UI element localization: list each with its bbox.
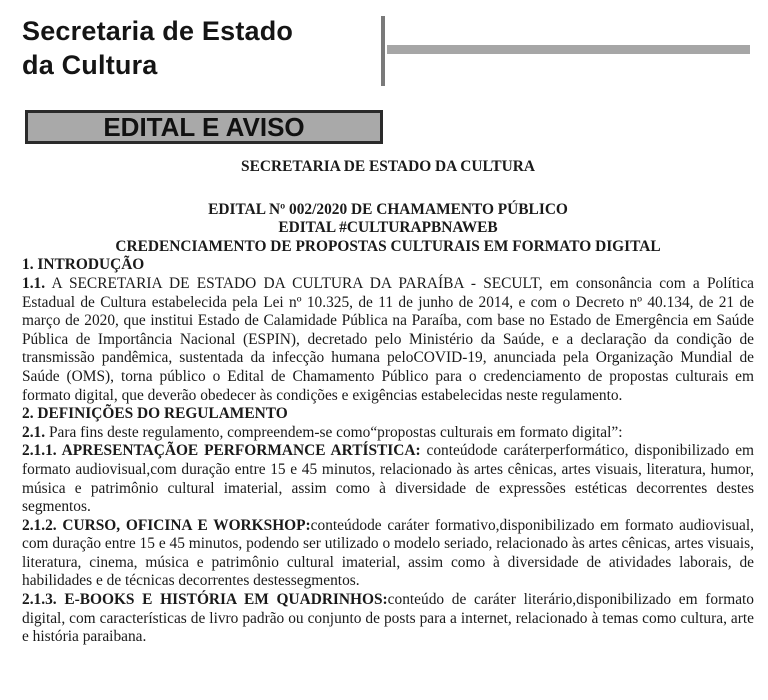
paragraph-2-1 bbox=[22, 424, 754, 443]
header-horizontal-bar bbox=[387, 45, 750, 54]
section-banner-label: EDITAL E AVISO bbox=[103, 112, 305, 142]
document-heading-hashtag: EDITAL #CULTURAPBNAWEB bbox=[278, 219, 498, 237]
section-banner bbox=[25, 110, 383, 144]
document-heading-edital: EDITAL Nº 002/2020 DE CHAMAMENTO PÚBLICO bbox=[208, 200, 568, 218]
section-1-title: 1. INTRODUÇÃO bbox=[22, 256, 145, 274]
paragraph-2-1-number: 2.1. bbox=[22, 423, 46, 441]
paragraph-2-1-2 bbox=[22, 517, 754, 591]
header-title-line2: da Cultura bbox=[22, 50, 158, 80]
section-2-title: 2. DEFINIÇÕES DO REGULAMENTO bbox=[22, 405, 288, 423]
paragraph-1-1-text: A SECRETARIA DE ESTADO DA CULTURA DA PARAÍBA - SECULT, em consonância com a Política Estadual de Cultura estabelecida pela Lei nº 10.325, de 11 de junho de 2014, e com o Decreto nº 40.134, de 21 de março de 2020, que institui Estado de Calamidade Pública na Paraíba, com base no Estado de Emergência em Saúde Pública de Importância Nacional (ESPIN), decretado pelo Ministério da Saúde, e a declaração da condição de transmissão pandêmica, sustentada da infecção humana peloCOVID-19, anunciada pela Organização Mundial de Saúde (OMS), torna público o Edital de Chamamento Público para o credenciamento de propostas culturais em formato digital, que deverão obedecer às condições e exigências estabelecidas neste regulamento. bbox=[22, 274, 754, 404]
document-heading-credenciamento: CREDENCIAMENTO DE PROPOSTAS CULTURAIS EM FORMATO DIGITAL bbox=[115, 237, 661, 255]
paragraph-2-1-3 bbox=[22, 591, 754, 647]
page-header-title bbox=[22, 14, 293, 82]
paragraph-1-1 bbox=[22, 275, 754, 405]
paragraph-2-1-2-text: conteúdode caráter formativo,disponibilizado em formato audiovisual, com duração entre 15 e 45 minutos, podendo ser utilizado o modelo seriado, relacionado às artes cênicas, artes visuais, literatura, cinema, música e patrimônio cultural imaterial, assim como à diversidade de atividades laborais, de habilidades e de técnicas decorrentes destessegmentos. bbox=[22, 516, 754, 590]
paragraph-2-1-3-title: 2.1.3. E-BOOKS E HISTÓRIA EM QUADRINHOS: bbox=[22, 591, 388, 609]
paragraph-2-1-1-text: conteúdode caráterperformático, disponibilizado em formato audiovisual,com duração entre 15 e 45 minutos, relacionado às artes cênicas, artes visuais, literatura, humor, música e patrimônio cultural imaterial, assim como à diversidade de expressões estéticas decorrentes destes segmentos. bbox=[22, 442, 754, 516]
header-title-line1: Secretaria de Estado bbox=[22, 16, 294, 46]
header-vertical-rule bbox=[381, 16, 385, 86]
paragraph-2-1-1 bbox=[22, 442, 754, 516]
paragraph-2-1-1-title: 2.1.1. APRESENTAÇÃOE PERFORMANCE ARTÍSTICA: bbox=[22, 442, 421, 460]
document-heading-secretaria: SECRETARIA DE ESTADO DA CULTURA bbox=[241, 158, 535, 175]
paragraph-2-1-2-title: 2.1.2. CURSO, OFICINA E WORKSHOP: bbox=[22, 516, 311, 534]
document-body bbox=[22, 158, 754, 647]
paragraph-1-1-number: 1.1. bbox=[22, 274, 46, 292]
paragraph-2-1-3-text: conteúdo de caráter literário,disponibilizado em formato digital, com características de livro padrão ou conjunto de posts para a internet, relacionado à temas como cultura, arte e história paraibana. bbox=[22, 591, 755, 646]
paragraph-2-1-text: Para fins deste regulamento, compreendem-se como“propostas culturais em formato digital”: bbox=[45, 423, 623, 441]
